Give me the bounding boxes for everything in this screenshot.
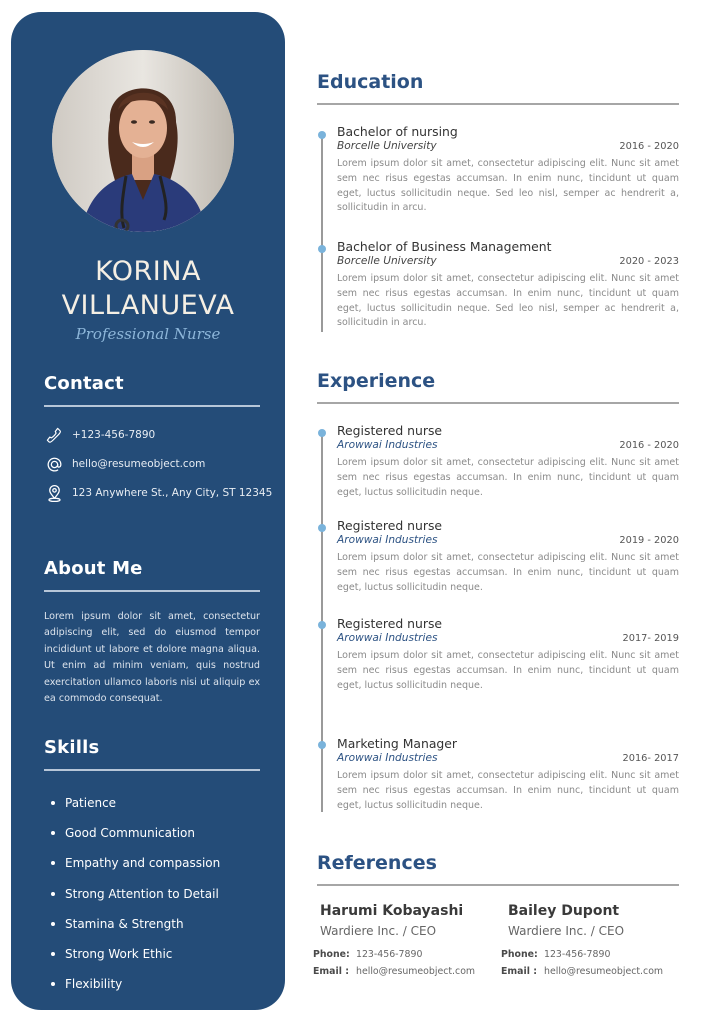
entry-description: Lorem ipsum dolor sit amet, consectetur adipiscing elit. Nunc sit amet sem nec risus egestas accumsan. In enim nunc, tincidunt ut quam eget, luctus sollicitudin neque. [337,770,679,811]
entry-title: Registered nurse [337,518,443,533]
reference-email[interactable]: hello@resumeobject.com [544,966,664,977]
entry-years: 2020 - 2023 [619,256,679,267]
references-heading: References [317,852,437,874]
skill-label: Stamina & Strength [65,916,184,931]
entry-title: Registered nurse [337,616,443,631]
about-text: Lorem ipsum dolor sit amet, consectetur adipiscing elit, sed do eiusmod tempor incididunt ut labore et dolore magna aliqua. Ut enim ad minim veniam, quis nostrud exercitation ullamco laboris nisi ut aliquip ex ea commodo consequat. [44,611,260,705]
contact-email [44,454,205,474]
entry-title: Marketing Manager [337,736,458,751]
name-last: VILLANUEVA [61,290,235,321]
email-label: Email : [501,966,537,977]
phone-label: Phone: [313,949,350,960]
skills-list [51,788,220,999]
entry-years: 2016- 2017 [622,753,679,764]
bullet-icon [51,892,55,896]
timeline-dot-icon [318,741,326,749]
bullet-icon [51,922,55,926]
skill-label: Patience [65,796,117,811]
timeline-dot-icon [318,621,326,629]
name-first: KORINA [95,256,201,287]
skill-item [51,879,220,909]
reference-name: Harumi Kobayashi [320,903,464,919]
education-heading: Education [317,71,424,93]
experience-divider [317,402,679,404]
entry-org: Borcelle University [337,140,437,152]
experience-entry [337,423,679,500]
job-title: Professional Nurse [75,325,221,343]
skills-heading: Skills [44,737,100,758]
entry-org: Arowwai Industries [337,534,438,546]
experience-heading: Experience [317,370,436,392]
entry-org: Arowwai Industries [337,632,438,644]
bullet-icon [51,982,55,986]
skill-label: Empathy and compassion [65,856,221,871]
references-divider [317,884,679,886]
entry-org: Arowwai Industries [337,439,438,451]
reference-role: Wardiere Inc. / CEO [320,924,437,938]
entry-years: 2017- 2019 [622,633,679,644]
bullet-icon [51,831,55,835]
phone-label: Phone: [501,949,538,960]
experience-entry [337,736,679,813]
reference-card [501,903,663,980]
entry-title: Registered nurse [337,423,443,438]
phone-icon [44,425,64,445]
education-divider [317,103,679,105]
skill-item [51,969,220,999]
timeline-dot-icon [318,524,326,532]
bullet-icon [51,801,55,805]
skill-label: Flexibility [65,977,123,992]
skill-label: Good Communication [65,826,195,841]
timeline-dot-icon [318,429,326,437]
entry-description: Lorem ipsum dolor sit amet, consectetur adipiscing elit. Nunc sit amet sem nec risus egestas accumsan. In enim nunc, tincidunt ut quam eget, luctus sollicitudin neque. [337,457,679,498]
education-entry [337,124,679,216]
entry-title: Bachelor of Business Management [337,239,552,254]
entry-description: Lorem ipsum dolor sit amet, consectetur adipiscing elit. Nunc sit amet sem nec risus egestas accumsan. In enim nunc, tincidunt ut quam eget, luctus sollicitudin neque. [337,650,679,691]
skill-item [51,818,220,848]
skill-item [51,788,220,818]
contact-phone [44,425,155,445]
entry-years: 2016 - 2020 [619,141,679,152]
timeline-dot-icon [318,131,326,139]
profile-photo-illustration [52,50,234,232]
education-entry [337,239,679,331]
contact-address [44,483,272,503]
contact-divider [44,405,260,407]
contact-phone-text[interactable]: +123-456-7890 [72,429,156,441]
skill-item [51,848,220,878]
reference-name: Bailey Dupont [508,903,620,919]
about-heading: About Me [44,558,143,579]
about-divider [44,590,260,592]
entry-org: Borcelle University [337,255,437,267]
contact-address-text: 123 Anywhere St., Any City, ST 12345 [72,487,273,499]
contact-email-text[interactable]: hello@resumeobject.com [72,458,206,470]
email-label: Email : [313,966,349,977]
skills-divider [44,769,260,771]
entry-years: 2016 - 2020 [619,440,679,451]
reference-card [313,903,475,980]
entry-description: Lorem ipsum dolor sit amet, consectetur adipiscing elit. Nunc sit amet sem nec risus egestas accumsan. In enim nunc, tincidunt ut quam eget, luctus sollicitudin neque. Sed leo nisl, semper ac hendrerit a, sollicitudin in arcu. [337,273,679,329]
entry-years: 2019 - 2020 [619,535,679,546]
experience-entry [337,616,679,693]
entry-description: Lorem ipsum dolor sit amet, consectetur adipiscing elit. Nunc sit amet sem nec risus egestas accumsan. In enim nunc, tincidunt ut quam eget, luctus sollicitudin neque. [337,552,679,593]
skill-item [51,939,220,969]
skill-label: Strong Work Ethic [65,947,173,962]
location-icon [44,483,64,503]
reference-email[interactable]: hello@resumeobject.com [356,966,476,977]
contact-heading: Contact [44,373,124,394]
profile-photo [52,50,234,232]
bullet-icon [51,952,55,956]
reference-phone[interactable]: 123-456-7890 [356,949,423,960]
reference-phone[interactable]: 123-456-7890 [544,949,611,960]
entry-description: Lorem ipsum dolor sit amet, consectetur adipiscing elit. Nunc sit amet sem nec risus egestas accumsan. In enim nunc, tincidunt ut quam eget, luctus sollicitudin neque. Sed leo nisl, semper ac hendrerit a, sollicitudin in arcu. [337,158,679,214]
bullet-icon [51,861,55,865]
reference-role: Wardiere Inc. / CEO [508,924,625,938]
skill-item [51,909,220,939]
experience-entry [337,518,679,595]
entry-org: Arowwai Industries [337,752,438,764]
skill-label: Strong Attention to Detail [65,886,219,901]
education-timeline [321,135,323,332]
sidebar [11,12,285,1010]
timeline-dot-icon [318,245,326,253]
email-icon [44,454,64,474]
entry-title: Bachelor of nursing [337,124,458,139]
